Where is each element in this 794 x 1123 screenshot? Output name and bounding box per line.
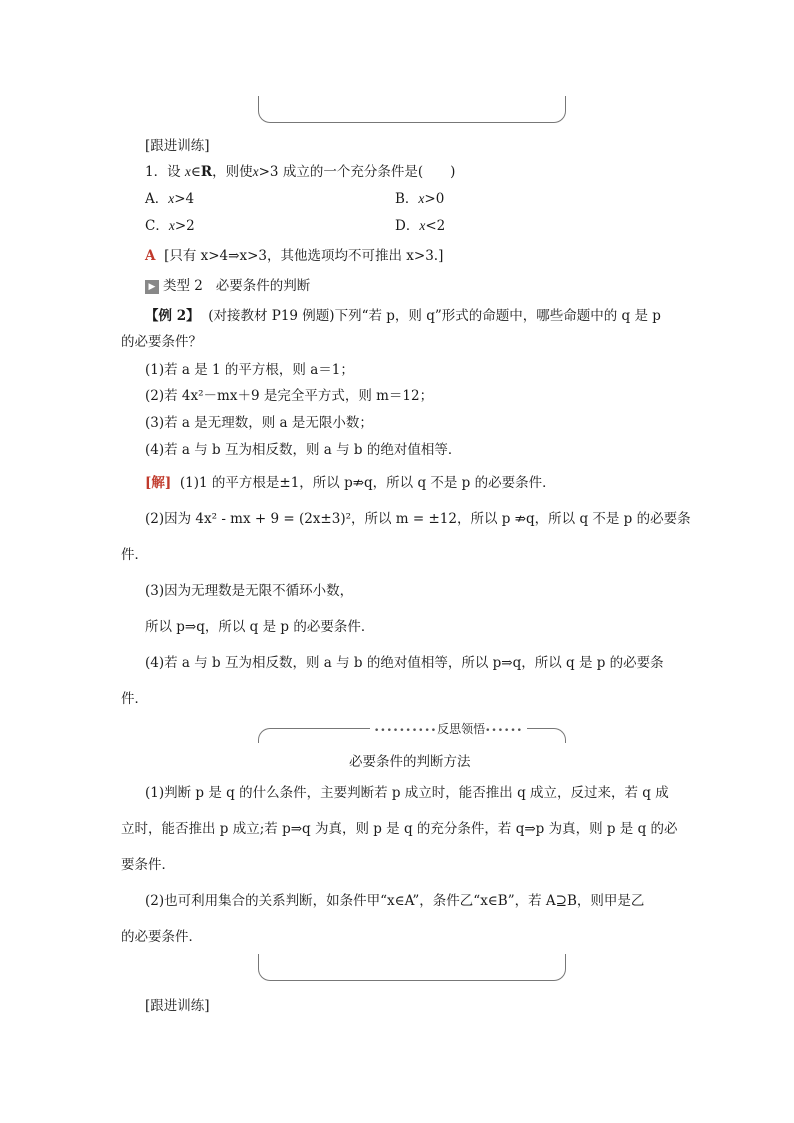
solution-2-cont: 件．	[121, 547, 148, 563]
reflection-banner: ••••••••••反思领悟••••••	[258, 720, 564, 742]
follow-up-heading-2: [跟进训练]	[145, 998, 210, 1014]
box-bottom-edge	[258, 96, 566, 123]
solution-3: (3)因为无理数是无限不循环小数，	[145, 583, 354, 599]
example-2-intro-cont: 的必要条件？	[121, 334, 202, 350]
example-item-1: (1)若 a 是 1 的平方根，则 a＝1；	[145, 362, 354, 378]
option-c: C．x>2	[145, 218, 195, 234]
reflection-label: 反思领悟	[437, 722, 486, 736]
reflection-box-bottom	[258, 954, 566, 981]
reflection-p2-line2: 的必要条件．	[121, 929, 202, 945]
reflection-p1-line2: 立时，能否推出 p 成立;若 p⇒q 为真，则 p 是 q 的充分条件，若 q⇒p 为真，则 p 是 q 的必	[121, 821, 678, 837]
answer-letter: A	[145, 248, 156, 264]
solution-4-cont: 件．	[121, 691, 148, 707]
answer-1: A [只有 x>4⇒x>3，其他选项均不可推出 x>3.]	[145, 248, 444, 264]
reflection-p1: (1)判断 p 是 q 的什么条件，主要判断若 p 成立时，能否推出 q 成立，反过来，若 q 成	[145, 785, 669, 801]
solution-4: (4)若 a 与 b 互为相反数，则 a 与 b 的绝对值相等，所以 p⇒q，所以 q 是 p 的必要条	[145, 655, 664, 671]
solution-tag: [解]	[145, 475, 172, 491]
solution-2: (2)因为 4x² - mx + 9 = (2x±3)²，所以 m = ±12，所以 p ⇏q，所以 q 不是 p 的必要条	[145, 511, 691, 527]
option-d: D．x<2	[395, 218, 446, 234]
example-item-3: (3)若 a 是无理数，则 a 是无限小数；	[145, 415, 373, 431]
reflection-p2: (2)也可利用集合的关系判断，如条件甲“x∈A”，条件乙“x∈B”，若 A⊇B，则甲是乙	[145, 893, 645, 909]
reflection-title: 必要条件的判断方法	[349, 754, 471, 770]
solution-3-cont: 所以 p⇒q，所以 q 是 p 的必要条件．	[145, 619, 375, 635]
option-a: A．x>4	[145, 191, 195, 207]
example-2-intro: 【例 2】 (对接教材 P19 例题)下列“若 p，则 q”形式的命题中，哪些命题中的 q 是 p	[145, 308, 661, 324]
example-item-4: (4)若 a 与 b 互为相反数，则 a 与 b 的绝对值相等．	[145, 442, 462, 458]
reflection-p1-line3: 要条件．	[121, 857, 175, 873]
type-2-heading: ▶ 类型 2 必要条件的判断	[145, 274, 310, 294]
option-b: B．x>0	[395, 191, 445, 207]
play-triangle-icon: ▶	[145, 280, 159, 294]
question-1: 1．设 x∈R，则使x>3 成立的一个充分条件是( )	[145, 164, 456, 180]
example-item-2: (2)若 4x²－mx＋9 是完全平方式，则 m＝12；	[145, 388, 434, 404]
solution-1: [解] (1)1 的平方根是±1，所以 p⇏q，所以 q 不是 p 的必要条件．	[145, 475, 556, 491]
follow-up-heading: [跟进训练]	[145, 138, 210, 154]
